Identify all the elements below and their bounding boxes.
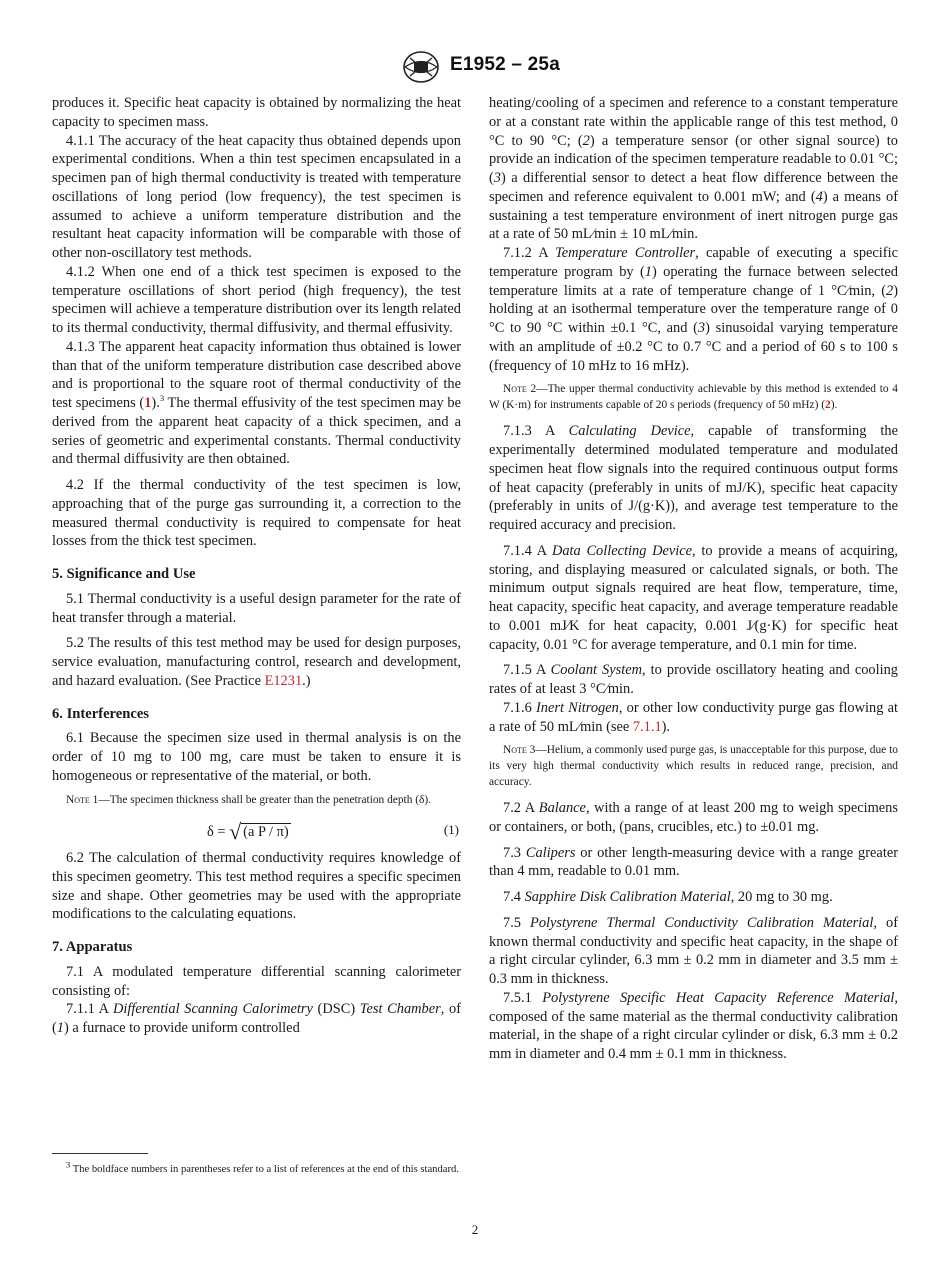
paragraph-4-1-2: 4.1.2 When one end of a thick test specimen is exposed to the temperature oscillations of short period (high frequency), the test specimen will achieve a temperature distribution over its length related to its thermal conductivity, thermal diffusivity, and thermal effusivity. xyxy=(52,263,461,336)
section-heading-5: 5. Significance and Use xyxy=(52,566,196,582)
paragraph-7-1-1-continued: heating/cooling of a specimen and reference to a constant temperature or at a constant rate within the applicable range of this test method, 0 °C to 90 °C; (2) a temperature sensor (or other signal source) to provide an indication of the specimen temperature readable to 0.01 °C; (3) a differential sensor to detect a heat flow difference between the specimen and reference equivalent to 0.001 mW; and (4) a means of sustaining a test temperature environment of inert nitrogen purge gas at a rate of 50 mL⁄min ± 10 mL⁄min. xyxy=(489,95,898,243)
paragraph-6-1: 6.1 Because the specimen size used in thermal analysis is on the order of 10 mg to 100 mg, care must be taken to ensure it is homogeneous or representative of the material, or both. xyxy=(52,730,461,784)
paragraph-7-4: 7.4 Sapphire Disk Calibration Material, 20 mg to 30 mg. xyxy=(503,889,833,906)
paragraph-7-1-4: 7.1.4 A Data Collecting Device, to provide a means of acquiring, storing, and displaying measured or calculated signals, or both. The minimum output signals required are heat flow, temperature, time, heat capacity, specific heat capacity, and average temperature readable to 0.001 mJ⁄K for heat capacity, 0.001 J⁄(g·K) for specific heat capacity, 0.01 °C for average temperature, and 0.1 min for time. xyxy=(489,542,899,653)
astm-logo-icon xyxy=(402,50,440,84)
paragraph-6-2: 6.2 The calculation of thermal conductivity requires knowledge of this specimen geometry. This test method requires a specific specimen size and shape. Other geometries may be used with the appropriate modifications to the calculating equations. xyxy=(52,850,461,923)
equation-number: (1) xyxy=(443,822,459,838)
practice-e1231-link[interactable]: E1231 xyxy=(264,672,303,689)
right-column xyxy=(489,94,898,1064)
paragraph-7-3: 7.3 Calipers or other length-measuring device with a range greater than 4 mm, readable to 0.01 mm. xyxy=(489,844,898,880)
paragraph-7-1-3: 7.1.3 A Calculating Device, capable of transforming the experimentally determined modulated temperature and modulated specimen heat flow signals into the required continuous output forms of heat capacity (preferably in units of mJ/K), specific heat capacity (preferably in units of J/(g·K)), and average test temperature to the required accuracy and precision. xyxy=(489,423,898,534)
paragraph-4-2: 4.2 If the thermal conductivity of the test specimen is low, approaching that of the purge gas surrounding it, a correction to the measured thermal conductivity is required to compensate for heat losses from the thick test specimen. xyxy=(52,477,461,550)
left-column xyxy=(52,94,461,1038)
paragraph-7-1-5: 7.1.5 A Coolant System, to provide oscillatory heating and cooling rates of at least 3 °C⁄min. xyxy=(489,662,899,698)
note-2: Note 2—The upper thermal conductivity achievable by this method is extended to 4 W (K·m) for instruments capable of 20 s periods (frequency of 50 mHz) (2). xyxy=(489,383,898,411)
footnote-3: $^3$ The boldface numbers in parentheses refer to a list of references at the end of this standard. xyxy=(66,1159,459,1175)
page-header xyxy=(0,50,950,84)
note-3: Note 3—Helium, a commonly used purge gas, is unacceptable for this purpose, due to its very high thermal conductivity which results in reduced range, precision, and accuracy. xyxy=(489,744,898,788)
page-number: 2 xyxy=(471,1222,479,1237)
reference-link[interactable]: 1 xyxy=(144,395,152,411)
paragraph-intro: produces it. Specific heat capacity is obtained by normalizing the heat capacity to specimen mass. xyxy=(52,95,461,130)
paragraph-7-2: 7.2 A Balance, with a range of at least 200 mg to weigh specimens or containers, or both, (pans, crucibles, etc.) to ±0.01 mg. xyxy=(489,800,898,835)
equation-1 xyxy=(52,817,461,843)
footnote-divider xyxy=(52,1153,148,1154)
paragraph-4-1-1: 4.1.1 The accuracy of the heat capacity thus obtained depends upon experimental conditions. When a thin test specimen encapsulated in a specimen pan of high thermal conductivity is treated with temperature oscillations of long period (low frequency), the test specimen is assumed to achieve a uniform temperature distribution and the resultant heat capacity information will be comparable with those of other non-oscillatory test methods. xyxy=(52,132,461,261)
paragraph-4-1-3: 4.1.3 The apparent heat capacity information thus obtained is lower than that of the uniform temperature distribution case described above and is proportional to the square root of thermal conductivity of the test specimens (1).$^3$ The thermal effusivity of the test specimen may be derived from the apparent heat capacity of a thick specimen, and a series of geometric and experimental constants. Thermal conductivity and thermal diffusivity are then obtained. xyxy=(52,338,461,468)
paragraph-7-1-6: 7.1.6 Inert Nitrogen, or other low conductivity purge gas flowing at a rate of 50 mL⁄min (see 7.1.1). xyxy=(489,699,898,735)
reference-link[interactable]: 2 xyxy=(825,398,831,411)
footnote-marker: 3 xyxy=(159,393,165,404)
paragraph-5-1: 5.1 Thermal conductivity is a useful design parameter for the rate of heat transfer through a material. xyxy=(52,590,461,626)
standard-designation: E1952 – 25a xyxy=(450,54,560,75)
note-1: Note 1—The specimen thickness shall be greater than the penetration depth (δ). xyxy=(66,793,432,806)
section-heading-6: 6. Interferences xyxy=(52,705,149,722)
equation-formula: δ = √ (a P / π) xyxy=(207,819,289,845)
paragraph-7-1: 7.1 A modulated temperature differential scanning calorimeter consisting of: xyxy=(52,963,461,999)
paragraph-7-1-2: 7.1.2 A Temperature Controller, capable of executing a specific temperature program by (1) operating the furnace between selected temperature limits at a rate of temperature change of 1 °C⁄min, (2) holding at an isothermal temperature over the temperature range of 0 °C to 90 °C within ±0.1 °C, and (3) sinusoidal varying temperature with an amplitude of ±0.2 °C to 0.7 °C and a period of 60 s to 100 s (frequency of 10 mHz to 16 mHz). xyxy=(489,245,898,374)
paragraph-5-2: 5.2 The results of this test method may be used for design purposes, service evaluation, manufacturing control, research and development, and hazard evaluation. (See Practice E1231.) xyxy=(52,635,461,689)
section-7-1-1-link[interactable]: 7.1.1 xyxy=(632,718,662,735)
section-heading-7: 7. Apparatus xyxy=(52,939,133,956)
paragraph-7-1-1: 7.1.1 A Differential Scanning Calorimetry (DSC) Test Chamber, of (1) a furnace to provide uniform controlled xyxy=(52,1001,461,1037)
paragraph-7-5-1: 7.5.1 Polystyrene Specific Heat Capacity Reference Material, composed of the same material as the thermal conductivity calibration material, in the shape of a right circular cylinder or disk, 6.3 mm ± 0.2 mm in diameter and 0.4 mm ± 0.1 mm in thickness. xyxy=(489,989,898,1063)
paragraph-7-5: 7.5 Polystyrene Thermal Conductivity Calibration Material, of known thermal conductivity and specific heat capacity, in the shape of a right circular cylinder, 6.3 mm ± 0.2 mm in diameter and 3.5 mm ± 0.3 mm in thickness. xyxy=(489,914,899,988)
